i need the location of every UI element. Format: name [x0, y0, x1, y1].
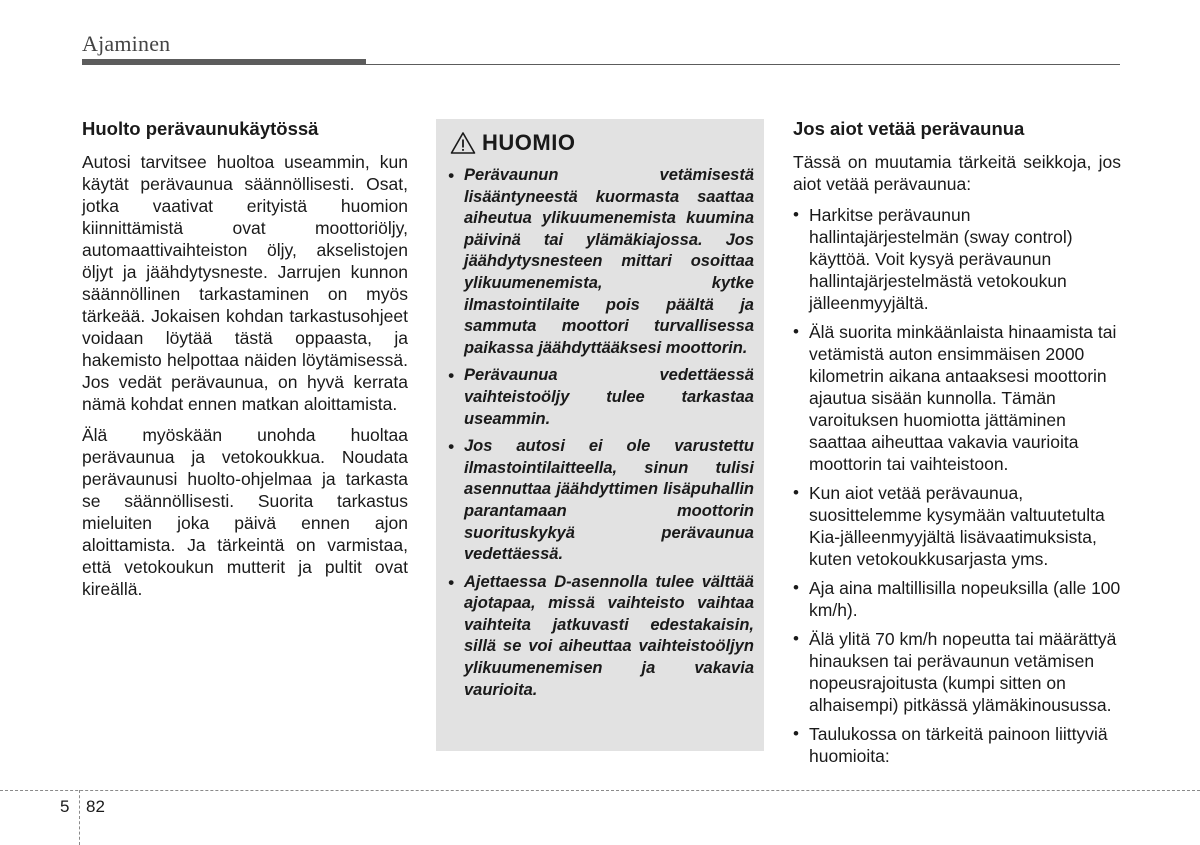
page-number: 82	[86, 797, 105, 816]
left-paragraph: Älä myöskään unohda huoltaa perävaunua ja vetokoukkua. Noudata perävaunusi huolto-ohjelmaa ja tarkasta se säännöllisesti. Suorita tarkastus mieluiten joka päivä ennen ajon aloittamista. Ja tärkeintä on varmistaa, että vetokoukun mutterit ja pultit ovat kireällä.	[82, 425, 408, 599]
right-heading: Jos aiot vetää perävaunua	[793, 118, 1025, 139]
warning-triangle-icon	[450, 131, 476, 155]
caution-item: • Perävaunun vetämisestä lisääntyneestä kuormasta saattaa aiheutua ylikuumenemista kuumina päivinä tai ylämäkiajossa. Jos jäähdytysnesteen mittari osoittaa ylikuumenemista, kytke ilmastointilaite pois päältä ja sammuta moottori turvallisessa paikassa jäähdyttääksesi moottorin.	[448, 165, 754, 359]
towing-tip: • Älä suorita minkäänlaista hinaamista tai vetämistä auton ensimmäisen 2000 kilometrin aikana antaaksesi moottorin ajautua sisään kunnolla. Tämän varoituksen huomiotta jättäminen saattaa aiheuttaa vakavia vaurioita moottorin tai vaihteistoon.	[793, 321, 1121, 475]
left-column	[82, 118, 408, 609]
towing-tip: • Taulukossa on tärkeitä painoon liittyviä huomioita:	[793, 723, 1121, 767]
towing-tip: • Aja aina maltillisilla nopeuksilla (alle 100 km/h).	[793, 577, 1121, 621]
header-rule-thin	[366, 64, 1120, 65]
left-heading: Huolto perävaunukäytössä	[82, 118, 319, 139]
caution-title: HUOMIO	[482, 130, 576, 155]
towing-tip: • Kun aiot vetää perävaunua, suosittelemme kysymään valtuutetulta Kia-jälleenmyyjältä lisävaatimuksista, kuten vetokoukkusarjasta yms.	[793, 482, 1121, 570]
footer-divider	[0, 790, 1200, 791]
towing-tip: • Harkitse perävaunun hallintajärjestelmän (sway control) käyttöä. Voit kysyä perävaunun hallintajärjestelmästä vetokoukun jälleenmyyjältä.	[793, 204, 1121, 314]
caution-list	[448, 165, 754, 707]
caution-item: • Perävaunua vedettäessä vaihteistoöljy tulee tarkastaa useammin.	[448, 365, 754, 430]
caution-box	[436, 119, 764, 751]
towing-tip: • Älä ylitä 70 km/h nopeutta tai määrättyä hinauksen tai perävaunun vetämisen nopeusrajoitusta (kumpi sitten on alhaisempi) pitkässä ylämäkinousussa.	[793, 628, 1121, 716]
right-column	[793, 118, 1121, 774]
caution-item: • Ajettaessa D-asennolla tulee välttää ajotapaa, missä vaihteisto vaihtaa vaihteita jatkuvasti edestakaisin, sillä se voi aiheuttaa vaihteistoöljyn ylikuumenemisen ja vakavia vaurioita.	[448, 572, 754, 702]
right-intro: Tässä on muutamia tärkeitä seikkoja, jos aiot vetää perävaunua:	[793, 152, 1121, 194]
chapter-number: 5	[60, 797, 70, 816]
caution-header	[450, 130, 575, 156]
section-title: Ajaminen	[82, 31, 171, 56]
towing-tips-list	[793, 204, 1121, 767]
caution-item: • Jos autosi ei ole varustettu ilmastointilaitteella, sinun tulisi asennuttaa jäähdyttimen lisäpuhallin parantamaan moottorin suorituskykyä perävaunua vedettäessä.	[448, 436, 754, 566]
header-rule-thick	[82, 59, 366, 65]
left-paragraph: Autosi tarvitsee huoltoa useammin, kun käytät perävaunua säännöllisesti. Osat, jotka vaativat erityistä huomion kiinnittämistä ovat moottoriöljy, automaattivaihteiston öljy, akselistojen öljyt ja jäähdytysneste. Jarrujen kunnon säännöllinen tarkastaminen on myös tärkeää. Jokaisen kohdan tarkastusohjeet voidaan löytää tästä oppaasta, ja hakemisto helpottaa näiden löytämisessä. Jos vedät perävaunua, on hyvä kerrata nämä kohdat ennen matkan aloittamista.	[82, 152, 408, 414]
footer-margin-line	[79, 790, 80, 845]
